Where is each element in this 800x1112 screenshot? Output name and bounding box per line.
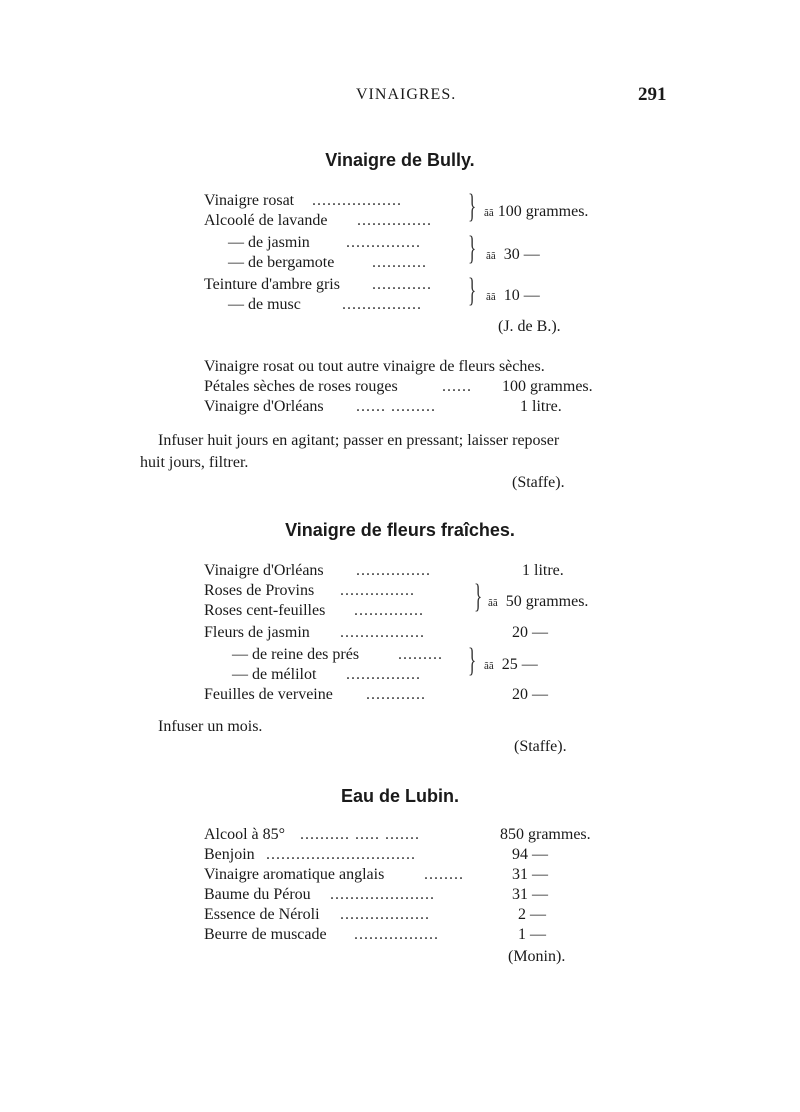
quantity: 25 — (501, 656, 538, 673)
recipe-row (0, 602, 800, 624)
ingredient-name: — de bergamote (228, 254, 335, 271)
quantity-group (486, 246, 540, 264)
quantity: 31 — (512, 886, 548, 903)
ingredient-name: — de mélilot (232, 666, 317, 683)
recipe-row (0, 866, 800, 888)
quantity-group (484, 203, 588, 221)
ana-mark: ãã (488, 597, 498, 609)
recipe-row (0, 886, 800, 908)
quantity-group (488, 593, 588, 611)
ingredient-name: Alcoolé de lavande (204, 212, 328, 229)
ingredient-name: Vinaigre rosat ou tout autre vinaigre de fleurs sèches. (204, 358, 545, 375)
quantity: 20 — (512, 686, 548, 703)
ingredient-name: Roses cent-feuilles (204, 602, 326, 619)
quantity: 31 — (512, 866, 548, 883)
recipe-row (0, 192, 800, 214)
source-attribution: (J. de B.). (498, 318, 561, 335)
ingredient-name: Roses de Provins (204, 582, 315, 599)
ingredient-name: Baume du Pérou (204, 886, 311, 903)
ingredient-name: Vinaigre aromatique anglais (204, 866, 385, 883)
recipe-row (0, 276, 800, 298)
recipe-row (0, 562, 800, 584)
ingredient-name: Beurre de muscade (204, 926, 327, 943)
brace-mark: } (468, 642, 477, 679)
recipe-row (0, 212, 800, 234)
ingredient-name: Vinaigre rosat (204, 192, 295, 209)
dot-leader: ................. (354, 926, 439, 943)
recipe-row (0, 666, 800, 688)
dot-leader: .............................. (266, 846, 416, 863)
ingredient-name: Teinture d'ambre gris (204, 276, 340, 293)
recipe-row (0, 378, 800, 400)
ingredient-name: — de jasmin (228, 234, 310, 251)
dot-leader: ............... (340, 582, 415, 599)
section-title-eau-de-lubin: Eau de Lubin. (340, 786, 459, 806)
instruction-line: Infuser huit jours en agitant; passer en pressant; laisser reposer (158, 432, 560, 449)
quantity-group (486, 287, 540, 305)
brace-mark: } (474, 578, 483, 615)
recipe-row (0, 296, 800, 318)
quantity: 10 — (503, 287, 540, 304)
dot-leader: .................. (340, 906, 430, 923)
recipe-row (0, 254, 800, 276)
dot-leader: ............... (356, 562, 431, 579)
quantity: 20 — (512, 624, 548, 641)
recipe-row (0, 686, 800, 708)
dot-leader: ...... ......... (356, 398, 436, 415)
instruction-line: huit jours, filtrer. (140, 454, 249, 471)
brace-mark: } (468, 272, 477, 309)
ingredient-name: Feuilles de verveine (204, 686, 333, 703)
ingredient-name: Essence de Néroli (204, 906, 320, 923)
dot-leader: .................. (312, 192, 402, 209)
ingredient-name: Vinaigre d'Orléans (204, 398, 324, 415)
quantity: 1 — (518, 926, 546, 943)
dot-leader: ..................... (330, 886, 435, 903)
ana-mark: ãã (484, 660, 494, 672)
quantity: 1 litre. (522, 562, 564, 579)
ingredient-name: Fleurs de jasmin (204, 624, 310, 641)
dot-leader: ............... (357, 212, 432, 229)
ingredient-name: — de reine des prés (232, 646, 360, 663)
quantity: 100 grammes. (497, 203, 589, 220)
quantity: 1 litre. (520, 398, 562, 415)
recipe-row (0, 906, 800, 928)
quantity: 50 grammes. (505, 593, 589, 610)
quantity: 2 — (518, 906, 546, 923)
ingredient-name: Benjoin (204, 846, 255, 863)
dot-leader: .............. (354, 602, 424, 619)
dot-leader: ...... (442, 378, 472, 395)
recipe-row (0, 624, 800, 646)
dot-leader: ......... (398, 646, 443, 663)
quantity: 100 grammes. (502, 378, 593, 395)
running-head (0, 86, 800, 110)
page-number: 291 (638, 84, 667, 105)
ingredient-name: Pétales sèches de roses rouges (204, 378, 398, 395)
dot-leader: ................. (340, 624, 425, 641)
recipe-row (0, 398, 800, 420)
ana-mark: ãã (484, 207, 494, 219)
running-title: VINAIGRES. (356, 86, 457, 103)
recipe-row (0, 582, 800, 604)
recipe-row (0, 234, 800, 256)
ingredient-name: Vinaigre d'Orléans (204, 562, 324, 579)
brace-mark: } (468, 188, 477, 225)
dot-leader: ........... (372, 254, 427, 271)
dot-leader: .......... ..... ....... (300, 826, 420, 843)
dot-leader: ............... (346, 666, 421, 683)
dot-leader: ............... (346, 234, 421, 251)
quantity: 30 — (503, 246, 540, 263)
source-attribution: (Staffe). (514, 738, 567, 755)
instruction-line: Infuser un mois. (158, 718, 263, 735)
ingredient-name: — de musc (228, 296, 301, 313)
dot-leader: ........ (424, 866, 464, 883)
recipe-row (0, 826, 800, 848)
quantity: 94 — (512, 846, 548, 863)
recipe-row (0, 646, 800, 668)
quantity: 850 grammes. (500, 826, 591, 843)
dot-leader: ................ (342, 296, 422, 313)
source-attribution: (Monin). (508, 948, 566, 965)
brace-mark: } (468, 230, 477, 267)
ana-mark: ãã (486, 250, 496, 262)
section-title-bully: Vinaigre de Bully. (325, 150, 475, 170)
dot-leader: ............ (366, 686, 426, 703)
recipe-row (0, 358, 800, 380)
section-title-fleurs-fraiches: Vinaigre de fleurs fraîches. (285, 520, 515, 540)
source-attribution: (Staffe). (512, 474, 565, 491)
recipe-row (0, 846, 800, 868)
dot-leader: ............ (372, 276, 432, 293)
ana-mark: ãã (486, 291, 496, 303)
recipe-row (0, 926, 800, 948)
ingredient-name: Alcool à 85° (204, 826, 286, 843)
quantity-group (484, 656, 538, 674)
